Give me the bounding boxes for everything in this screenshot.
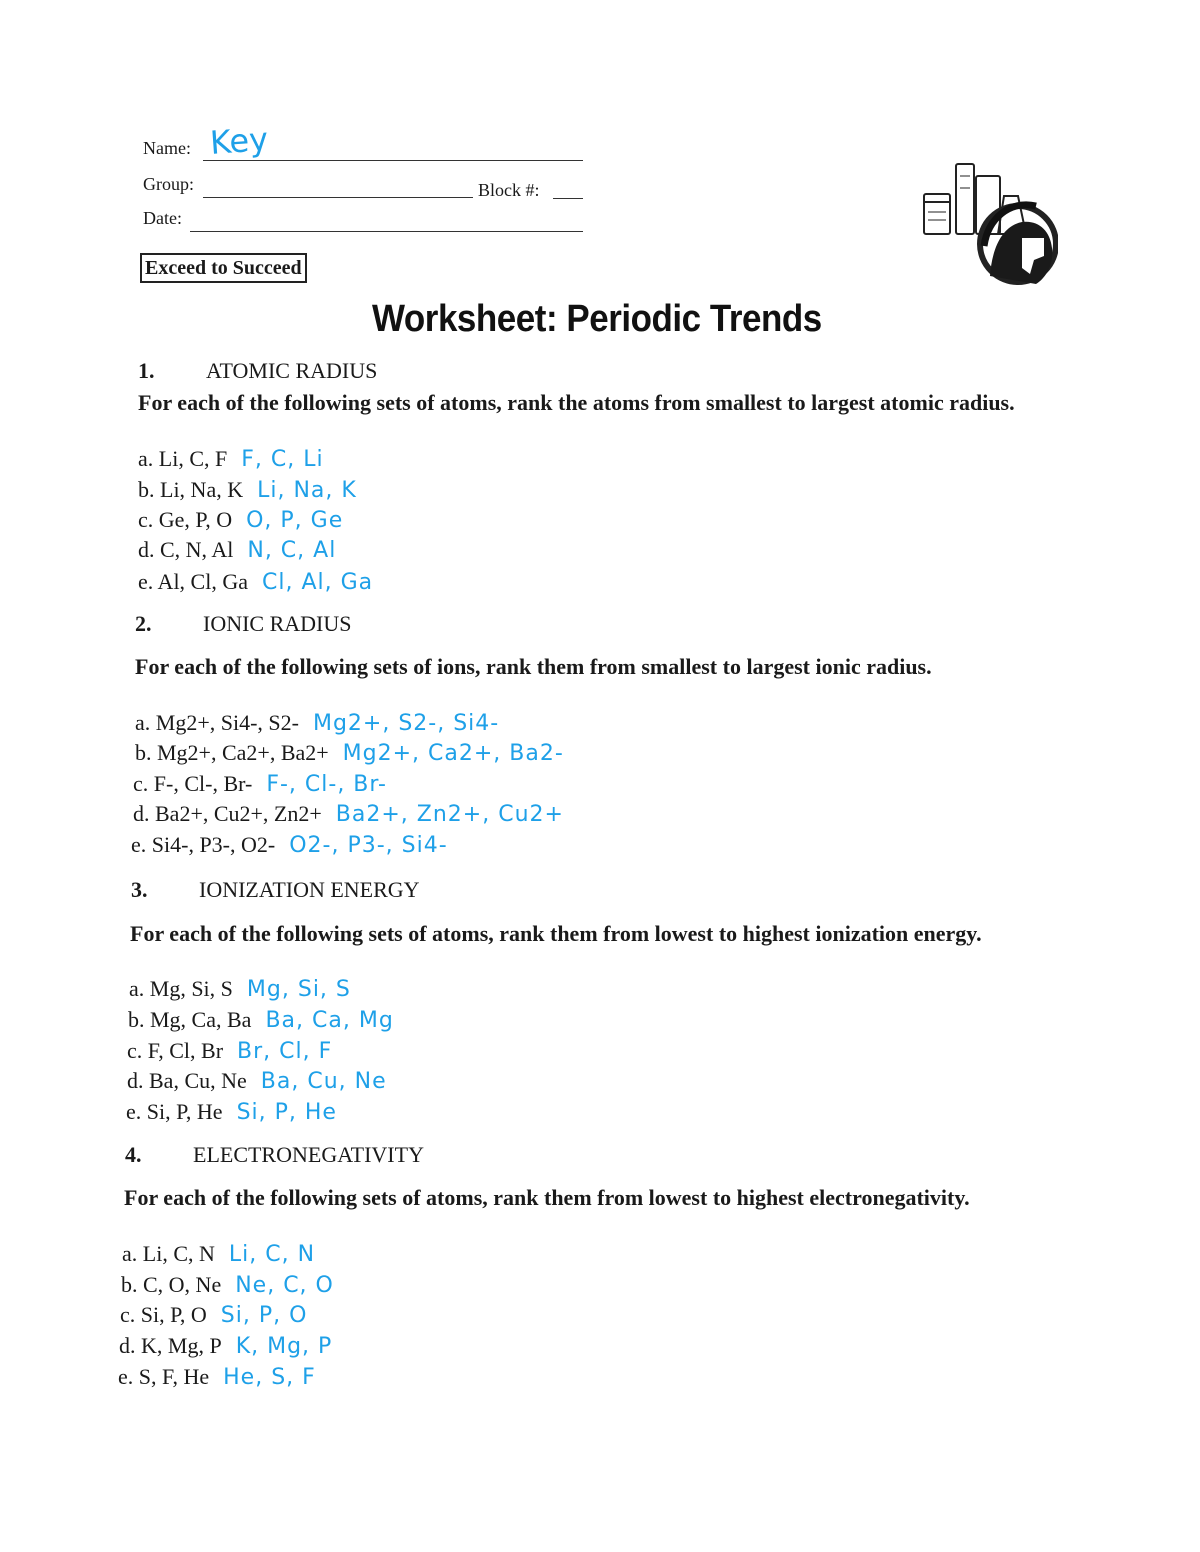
question-text: b. Mg2+, Ca2+, Ba2+ [135,740,329,765]
name-value: Key [208,120,270,162]
section-number: 2. [135,611,152,636]
question-item [120,1302,307,1328]
section-3-heading [131,877,420,903]
question-text: a. Li, C, N [122,1241,215,1266]
question-item [121,1272,334,1298]
section-number: 4. [125,1142,142,1167]
question-text: e. Si, P, He [126,1099,223,1124]
question-text: c. F, Cl, Br [127,1038,224,1063]
question-text: d. Ba2+, Cu2+, Zn2+ [133,801,322,826]
handwritten-answer: N, C, Al [247,538,337,563]
question-text: c. Ge, P, O [138,507,233,532]
question-item [138,507,343,533]
handwritten-answer: He, S, F [223,1365,316,1390]
section-1-heading [138,358,377,384]
section-3-instruction: For each of the following sets of atoms, rank them from lowest to highest ionization energy. [130,921,982,946]
question-item [127,1068,387,1094]
block-label: Block #: [478,180,540,200]
section-4-instruction: For each of the following sets of atoms, rank them from lowest to highest electronegativity. [124,1185,970,1210]
handwritten-answer: Mg2+, Ca2+, Ba2- [342,741,564,766]
question-text: a. Mg2+, Si4-, S2- [135,710,299,735]
question-item [126,1099,337,1125]
handwritten-answer: Mg, Si, S [246,977,351,1002]
question-text: a. Li, C, F [138,446,228,471]
question-item [138,537,336,563]
handwritten-answer: F-, Cl-, Br- [266,772,387,797]
question-text: a. Mg, Si, S [129,976,233,1001]
section-4-heading [125,1142,424,1168]
block-line [553,198,583,199]
question-text: b. Li, Na, K [138,477,244,502]
section-2-instruction: For each of the following sets of ions, rank them from smallest to largest ionic radius. [135,654,932,679]
handwritten-answer: Ba, Ca, Mg [265,1008,394,1033]
section-1-instruction: For each of the following sets of atoms, rank the atoms from smallest to largest atomic radius. [138,390,1015,415]
section-2-heading [135,611,352,637]
question-item [138,446,324,472]
handwritten-answer: O, P, Ge [246,508,344,533]
handwritten-answer: Si, P, He [236,1100,337,1125]
question-item [128,1007,394,1033]
handwritten-answer: Br, Cl, F [237,1039,333,1064]
handwritten-answer: Ba, Cu, Ne [260,1069,387,1094]
question-item [133,801,564,827]
question-item [129,976,351,1002]
section-number: 1. [138,358,155,383]
handwritten-answer: O2-, P3-, Si4- [289,833,448,858]
handwritten-answer: Li, Na, K [257,478,357,503]
section-title: IONIZATION ENERGY [199,877,420,902]
handwritten-answer: Ne, C, O [235,1273,334,1298]
page-title: Worksheet: Periodic Trends [372,298,822,340]
handwritten-answer: F, C, Li [241,447,324,472]
motto-box: Exceed to Succeed [140,253,307,283]
group-line [203,197,473,198]
handwritten-answer: Ba2+, Zn2+, Cu2+ [335,802,564,827]
question-text: e. Al, Cl, Ga [138,569,248,594]
question-item [131,832,448,858]
section-number: 3. [131,877,148,902]
question-item [138,569,373,595]
question-item [127,1038,332,1064]
question-text: e. Si4-, P3-, O2- [131,832,276,857]
question-text: b. Mg, Ca, Ba [128,1007,252,1032]
question-text: d. C, N, Al [138,537,234,562]
section-title: ATOMIC RADIUS [206,358,378,383]
question-text: d. Ba, Cu, Ne [127,1068,247,1093]
handwritten-answer: Cl, Al, Ga [262,570,374,595]
trojan-science-logo [918,156,1058,286]
question-item [135,710,499,736]
date-label: Date: [143,208,182,228]
handwritten-answer: Mg2+, S2-, Si4- [312,711,500,736]
question-item [138,477,357,503]
question-text: e. S, F, He [118,1364,210,1389]
question-item [119,1333,332,1359]
name-label: Name: [143,138,191,158]
question-item [133,771,387,797]
question-text: c. Si, P, O [120,1302,207,1327]
question-item [122,1241,315,1267]
name-line [203,160,583,161]
group-label: Group: [143,174,194,194]
question-text: b. C, O, Ne [121,1272,222,1297]
handwritten-answer: Li, C, N [228,1242,316,1267]
question-text: c. F-, Cl-, Br- [133,771,253,796]
question-item [135,740,564,766]
section-title: IONIC RADIUS [203,611,352,636]
question-item [118,1364,316,1390]
handwritten-answer: Si, P, O [220,1303,308,1328]
handwritten-answer: K, Mg, P [235,1334,333,1359]
question-text: d. K, Mg, P [119,1333,222,1358]
date-line [190,231,583,232]
section-title: ELECTRONEGATIVITY [193,1142,424,1167]
